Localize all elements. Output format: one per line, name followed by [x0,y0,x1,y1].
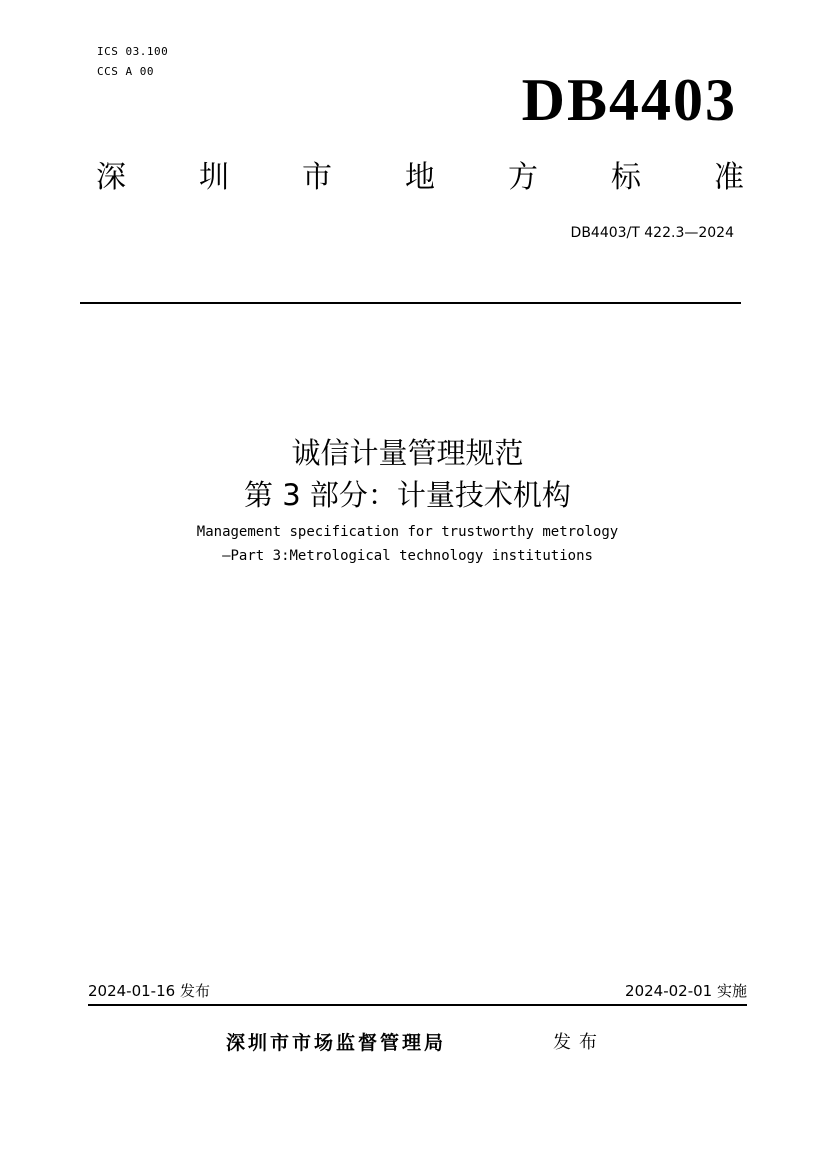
standard-type-char: 准 [714,160,744,195]
title-zh-main: 诚信计量管理规范 [291,436,524,470]
standard-type [96,156,744,200]
ics-code: ICS 03.100 [97,45,169,58]
standard-mark: DB4403 [521,67,737,133]
standard-type-char: 标 [611,160,641,195]
standard-type-char: 地 [405,160,435,195]
classification-codes [97,42,168,82]
document-title [0,432,815,568]
footer-divider [88,1004,747,1006]
header-divider [80,302,741,304]
effective-date: 2024-02-01 实施 [625,982,747,1000]
standard-type-char: 圳 [199,160,229,195]
publisher-name: 深圳市市场监督管理局 [226,1032,447,1054]
publish-date: 2024-01-16 发布 [88,982,210,1000]
standard-type-char: 方 [508,160,538,195]
date-row [88,980,747,1002]
title-en-main: Management specification for trustworthy metrology [196,524,619,540]
standard-type-char: 市 [302,160,332,195]
title-en-part: —Part 3:Metrological technology institutions [222,548,593,564]
title-zh-part: 第 3 部分：计量技术机构 [244,478,571,512]
issue-label: 发布 [553,1032,605,1053]
ccs-code: CCS A 00 [97,65,154,78]
standard-number: DB4403/T 422.3—2024 [570,225,734,241]
publisher-row [0,1030,815,1056]
standard-type-char: 深 [96,160,126,195]
